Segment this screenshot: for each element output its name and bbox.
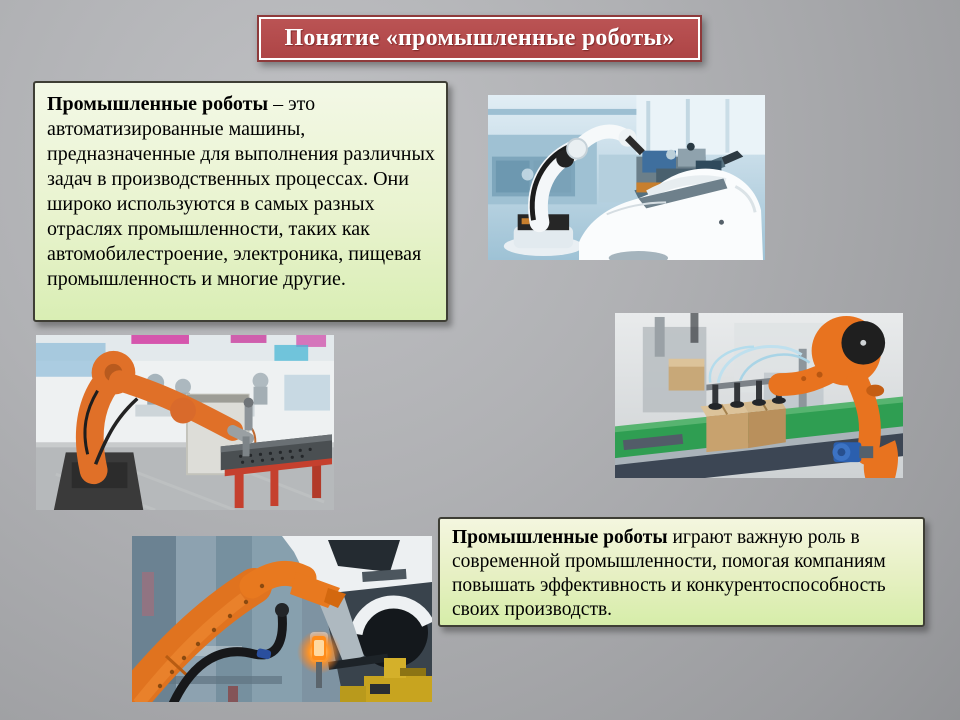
conclusion-lead: Промышленные роботы	[452, 527, 668, 548]
intro-paragraph	[47, 92, 436, 292]
intro-lead: Промышленные роботы	[47, 93, 269, 115]
conclusion-textbox	[438, 517, 925, 627]
red-work-table	[221, 434, 332, 508]
slide-title-banner	[257, 15, 702, 62]
intro-textbox	[33, 81, 448, 322]
photo-orange-robot-conveyor-art	[615, 313, 903, 478]
photo-orange-robot-welding-car	[132, 536, 432, 702]
photo-orange-robot-red-table-art	[36, 335, 334, 510]
photo-orange-robot-welding-car-art	[132, 536, 432, 702]
conclusion-paragraph	[452, 526, 913, 622]
slide-title: Понятие «промышленные роботы»	[284, 25, 675, 51]
photo-white-robot-car-cockpit	[488, 95, 765, 260]
photo-orange-robot-red-table	[36, 335, 334, 510]
photo-white-robot-car-cockpit-art	[488, 95, 765, 260]
conclusion-text: играют важную роль в современной промышленности, помогая компаниям повышать эффективность и конкурентоспособность своих производств.	[452, 527, 886, 620]
intro-text: – это автоматизированные машины, предназначенные для выполнения различных задач в производственных процессах. Они широко используются в самых разных отраслях промышленности, таких как автомобилестроение, электроника, пищевая промышленность и многие другие.	[47, 93, 435, 290]
photo-orange-robot-conveyor	[615, 313, 903, 478]
